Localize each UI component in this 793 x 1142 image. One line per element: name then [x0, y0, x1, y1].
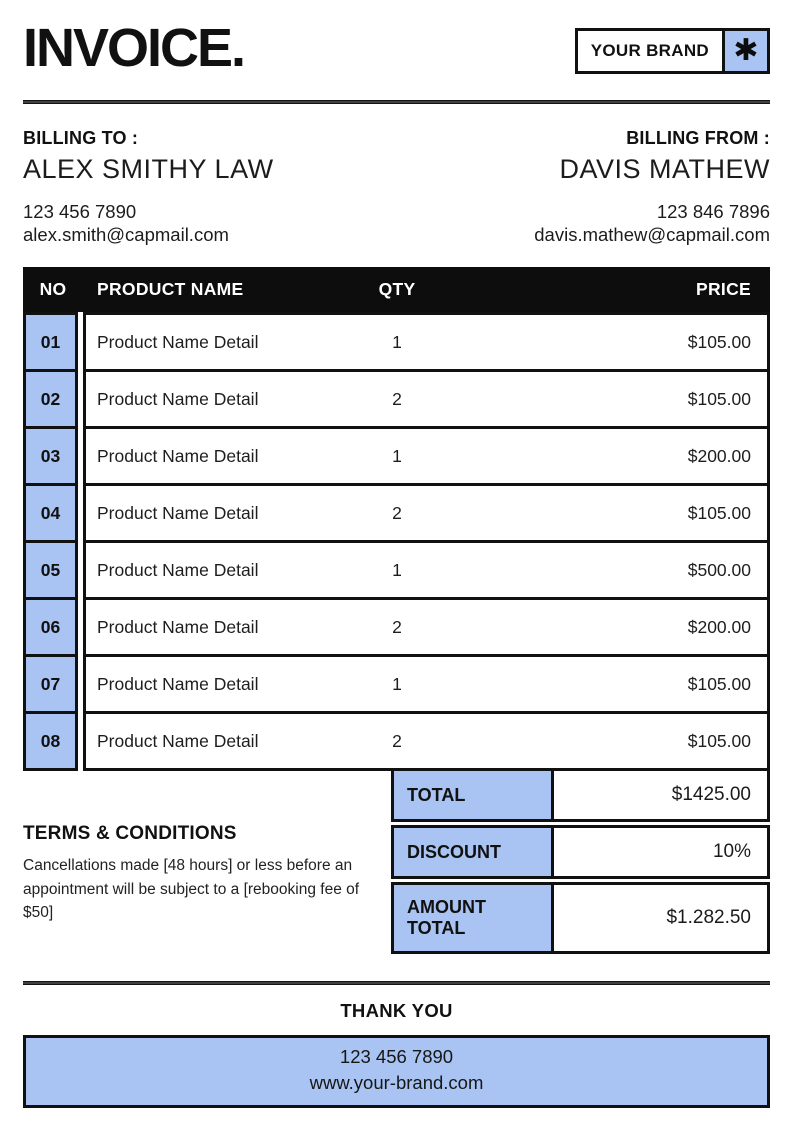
billing-to-contact	[23, 200, 274, 246]
qty-cell: 1	[392, 331, 402, 352]
total-row	[391, 768, 770, 822]
terms-body: Cancellations made [48 hours] or less before an appointment will be subject to a [rebooking fee of $50]	[23, 857, 360, 921]
total-label: TOTAL	[394, 771, 554, 819]
row-number-cell: 02	[23, 369, 78, 429]
billing-from-contact	[534, 200, 770, 246]
qty-cell: 2	[392, 616, 402, 637]
brand-label: YOUR BRAND	[578, 31, 722, 71]
total-value: $1.282.50	[554, 885, 767, 950]
row-content	[83, 312, 770, 372]
header	[23, 20, 770, 86]
thank-you-text: THANK YOU	[340, 999, 453, 1021]
footer-divider	[23, 981, 770, 985]
billing-to-email: alex.smith@capmail.com	[23, 224, 229, 246]
asterisk-icon: ✱	[722, 31, 767, 71]
qty-cell: 1	[392, 445, 402, 466]
header-divider	[23, 100, 770, 104]
billing-from-label: BILLING FROM :	[626, 128, 770, 148]
price-cell: $200.00	[687, 445, 751, 466]
total-label: AMOUNT TOTAL	[394, 885, 554, 950]
row-number-cell: 08	[23, 711, 78, 771]
product-name-cell: Product Name Detail	[97, 388, 259, 409]
product-name-cell: Product Name Detail	[97, 502, 259, 523]
table-row	[23, 369, 770, 429]
table-row	[23, 597, 770, 657]
total-label: DISCOUNT	[394, 828, 554, 876]
row-content	[83, 369, 770, 429]
product-name-cell: Product Name Detail	[97, 673, 259, 694]
row-number-cell: 07	[23, 654, 78, 714]
price-cell: $105.00	[687, 673, 751, 694]
row-content	[83, 654, 770, 714]
total-row	[391, 825, 770, 879]
row-number-cell: 03	[23, 426, 78, 486]
items-table	[23, 267, 770, 771]
product-name-cell: Product Name Detail	[97, 559, 259, 580]
row-content	[83, 426, 770, 486]
total-row	[391, 882, 770, 953]
price-cell: $105.00	[687, 331, 751, 352]
qty-cell: 1	[392, 559, 402, 580]
billing-from-phone: 123 846 7896	[656, 201, 770, 222]
footer-contact-box	[23, 1035, 770, 1109]
billing-to-phone: 123 456 7890	[23, 201, 137, 222]
row-number-cell: 05	[23, 540, 78, 600]
billing-section	[23, 128, 770, 246]
page-title: INVOICE.	[23, 18, 245, 78]
summary-section	[23, 771, 770, 953]
price-cell: $105.00	[687, 730, 751, 751]
table-row	[23, 312, 770, 372]
billing-to-name: ALEX SMITHY LAW	[23, 154, 274, 184]
invoice-page	[0, 20, 793, 1108]
col-header-qty: QTY	[378, 279, 416, 300]
price-cell: $500.00	[687, 559, 751, 580]
col-header-no: NO	[39, 279, 67, 300]
product-name-cell: Product Name Detail	[97, 616, 259, 637]
qty-cell: 1	[392, 673, 402, 694]
product-name-cell: Product Name Detail	[97, 445, 259, 466]
billing-from	[534, 128, 770, 246]
total-value: 10%	[554, 828, 767, 876]
row-number-cell: 04	[23, 483, 78, 543]
price-cell: $105.00	[687, 388, 751, 409]
table-header-row	[23, 267, 770, 312]
row-content	[83, 540, 770, 600]
table-row	[23, 711, 770, 771]
row-number-cell: 06	[23, 597, 78, 657]
billing-to	[23, 128, 274, 246]
row-content	[83, 597, 770, 657]
terms-and-conditions	[23, 823, 375, 924]
row-content	[83, 483, 770, 543]
billing-to-label: BILLING TO :	[23, 128, 139, 148]
row-number-cell: 01	[23, 312, 78, 372]
items-rows	[23, 312, 770, 771]
table-row	[23, 540, 770, 600]
totals-table	[391, 768, 770, 953]
billing-from-email: davis.mathew@capmail.com	[534, 224, 770, 246]
price-cell: $200.00	[687, 616, 751, 637]
footer-website: www.your-brand.com	[309, 1072, 484, 1094]
price-cell: $105.00	[687, 502, 751, 523]
product-name-cell: Product Name Detail	[97, 331, 259, 352]
qty-cell: 2	[392, 502, 402, 523]
qty-cell: 2	[392, 730, 402, 751]
col-header-price: PRICE	[696, 279, 751, 300]
col-header-product: PRODUCT NAME	[97, 279, 244, 300]
table-row	[23, 483, 770, 543]
product-name-cell: Product Name Detail	[97, 730, 259, 751]
total-value: $1425.00	[554, 771, 767, 819]
billing-from-name: DAVIS MATHEW	[559, 154, 770, 184]
terms-heading: TERMS & CONDITIONS	[23, 823, 237, 845]
brand-logo	[575, 28, 770, 74]
row-content	[83, 711, 770, 771]
qty-cell: 2	[392, 388, 402, 409]
table-row	[23, 654, 770, 714]
footer-phone: 123 456 7890	[339, 1045, 454, 1067]
table-row	[23, 426, 770, 486]
